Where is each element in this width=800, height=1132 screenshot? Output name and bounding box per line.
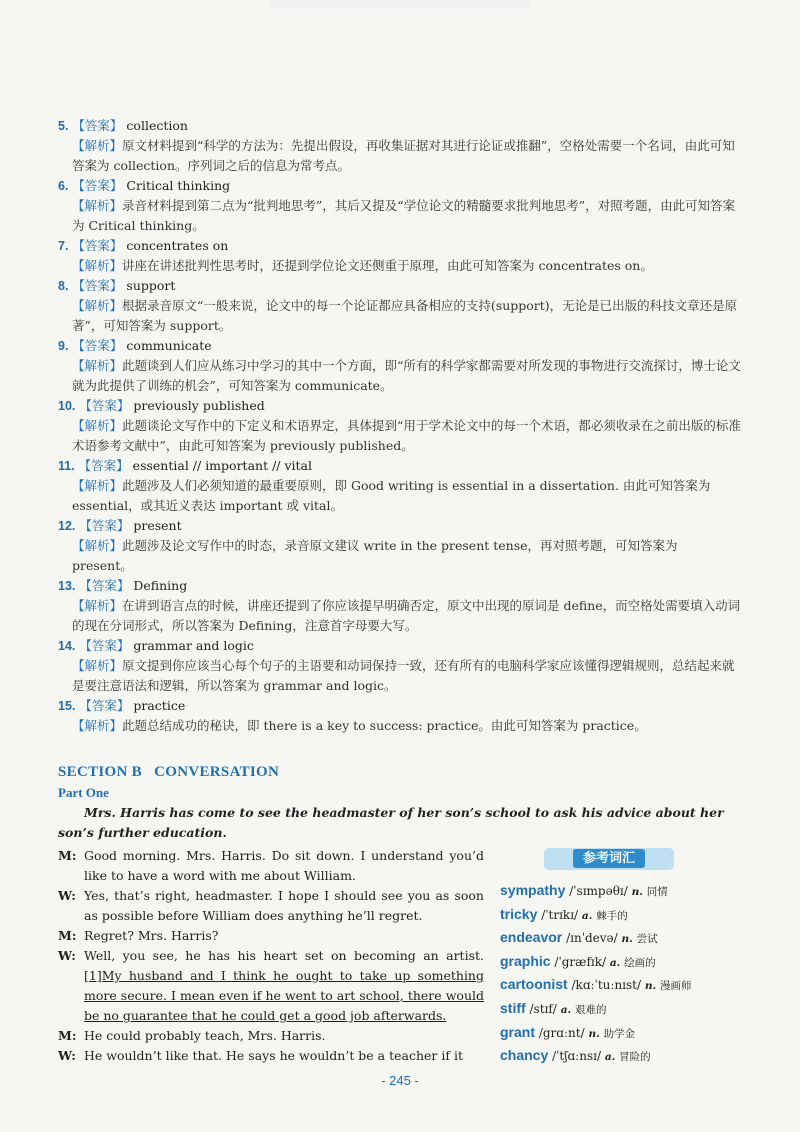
- explanation-text: 根据录音原文“一般来说，论文中的每一个论证都应具备相应的支持(support)，无论是已出版的科技文章还是原著”，可知答案为 support。: [72, 298, 738, 333]
- answer-tag: 【答案】: [72, 178, 123, 193]
- explanation-tag: 【解析】: [72, 598, 123, 613]
- conversation-transcript: [58, 846, 484, 1066]
- item-number: 14.: [58, 639, 76, 653]
- utterance: He wouldn’t like that. He says he wouldn’t be a teacher if it: [84, 1048, 463, 1063]
- item-number: 10.: [58, 399, 76, 413]
- vocab-phonetic: /ˈgræfɪk/: [554, 954, 607, 969]
- answer-tag: 【答案】: [72, 338, 123, 353]
- vocab-phonetic: /kɑːˈtuːnɪst/: [571, 978, 642, 993]
- answer-tag: 【答案】: [72, 278, 123, 293]
- explanation-text: 此题谈论文写作中的下定义和术语界定，具体提到“用于学术论文中的每一个术语，都必须收录在之前出版的标准术语参考文献中”，由此可知答案为 previously published。: [72, 418, 741, 453]
- item-number: 8.: [58, 279, 69, 293]
- explanation-tag: 【解析】: [72, 658, 123, 673]
- vocab-pos: n.: [644, 980, 657, 993]
- answer-key: [58, 116, 742, 736]
- answer-item-8: [58, 276, 742, 336]
- answer-text: concentrates on: [126, 238, 229, 253]
- answer-text: grammar and logic: [133, 638, 254, 653]
- speaker-label: W:: [58, 948, 76, 963]
- vocab-word: chancy: [500, 1047, 549, 1064]
- page-number: - 245 -: [381, 1073, 419, 1088]
- vocab-gloss: 艰难的: [574, 1003, 607, 1016]
- vocabulary-heading: [544, 848, 674, 870]
- utterance: Regret? Mrs. Harris?: [84, 928, 219, 943]
- dialogue-turn: [58, 946, 484, 1026]
- explanation-tag: 【解析】: [72, 358, 123, 373]
- answer-item-5: [58, 116, 742, 176]
- explanation-text: 此题涉及人们必须知道的最重要原则，即 Good writing is essential in a dissertation. 由此可知答案为 essential，或其近义表达 important 或 vital。: [72, 478, 711, 513]
- vocabulary-box: [500, 848, 742, 1069]
- answer-text: Critical thinking: [126, 178, 231, 193]
- section-b: [58, 764, 748, 843]
- vocab-gloss: 尝试: [636, 933, 658, 946]
- vocab-gloss: 冒险的: [619, 1051, 651, 1064]
- vocab-word: sympathy: [500, 882, 566, 898]
- item-number: 15.: [58, 699, 76, 713]
- vocab-gloss: 绘画的: [624, 956, 656, 969]
- dialogue-turn: [58, 926, 484, 946]
- vocab-pos: a.: [581, 909, 593, 922]
- vocab-pos: n.: [588, 1027, 600, 1040]
- vocab-gloss: 棘手的: [596, 909, 628, 922]
- explanation-text: 此题谈到人们应从练习中学习的其中一个方面，即“所有的科学家都需要对所发现的事物进行交流探讨，博士论文就为此提供了训练的机会”，可知答案为 communicate。: [72, 358, 741, 393]
- vocab-gloss: 同情: [646, 886, 668, 898]
- vocab-pos: a.: [609, 956, 621, 969]
- explanation-tag: 【解析】: [72, 198, 123, 213]
- speaker-label: W:: [58, 888, 76, 903]
- vocab-phonetic: /ˈtrɪkɪ/: [541, 907, 579, 922]
- vocab-entry: [500, 1022, 742, 1046]
- vocab-gloss: 漫画师: [660, 980, 692, 993]
- answer-item-15: [58, 696, 742, 736]
- vocab-entry: [500, 951, 742, 975]
- vocab-entry: [500, 904, 742, 928]
- vocab-entry: [500, 1045, 742, 1069]
- vocab-pos: n.: [621, 933, 633, 946]
- item-number: 5.: [58, 119, 69, 133]
- utterance: Yes, that’s right, headmaster. I hope I should see you as soon as possible before William does anything he’ll regret.: [84, 888, 484, 923]
- vocab-pos: a.: [604, 1051, 616, 1064]
- vocab-entry: [500, 927, 742, 951]
- answer-item-7: [58, 236, 742, 276]
- answer-item-9: [58, 336, 742, 396]
- answer-tag: 【答案】: [79, 698, 130, 713]
- part-title: Part One: [58, 785, 109, 800]
- answer-item-13: [58, 576, 742, 636]
- vocab-entry: [500, 880, 742, 904]
- utterance: [84, 946, 484, 1026]
- vocab-phonetic: /ˈsɪmpəθɪ/: [569, 884, 628, 898]
- explanation-tag: 【解析】: [72, 258, 123, 273]
- scenario-intro: Mrs. Harris has come to see the headmaster of her son’s school to ask his advice about her son’s further education.: [58, 805, 724, 840]
- utterance: He could probably teach, Mrs. Harris.: [84, 1028, 326, 1043]
- utterance-plain: Well, you see, he has his heart set on becoming an artist.: [84, 948, 484, 963]
- vocab-word: endeavor: [500, 929, 563, 946]
- vocab-phonetic: /grɑːnt/: [538, 1025, 585, 1040]
- answer-text: support: [126, 278, 176, 293]
- answer-text: essential // important // vital: [132, 458, 312, 473]
- vocab-word: cartoonist: [500, 976, 568, 993]
- answer-item-12: [58, 516, 742, 576]
- underlined-key-sentence: [1]My husband and I think he ought to take up something more secure. I mean even if he went to art school, there would be no guarantee that he could get a good job afterwards.: [84, 968, 484, 1023]
- answer-text: present: [133, 518, 182, 533]
- item-number: 9.: [58, 339, 69, 353]
- vocab-phonetic: /stɪf/: [529, 1001, 557, 1016]
- explanation-tag: 【解析】: [72, 718, 123, 733]
- answer-text: collection: [126, 118, 188, 133]
- answer-text: Defining: [133, 578, 188, 593]
- speaker-label: M:: [58, 1028, 77, 1043]
- answer-tag: 【答案】: [78, 458, 129, 473]
- vocabulary-list: [500, 880, 742, 1069]
- vocab-word: tricky: [500, 905, 538, 922]
- item-number: 12.: [58, 519, 76, 533]
- item-number: 11.: [58, 459, 75, 473]
- item-number: 7.: [58, 239, 69, 253]
- answer-tag: 【答案】: [79, 638, 130, 653]
- answer-tag: 【答案】: [79, 398, 130, 413]
- explanation-tag: 【解析】: [72, 298, 123, 313]
- speaker-label: M:: [58, 928, 77, 943]
- explanation-text: 原文材料提到“科学的方法为：先提出假设，再收集证据对其进行论证或推翻”，空格处需要一个名词，由此可知答案为 collection。序列词之后的信息为常考点。: [72, 138, 735, 173]
- vocab-pos: n.: [631, 886, 643, 898]
- vocab-word: grant: [500, 1023, 535, 1040]
- vocab-entry: [500, 998, 742, 1022]
- vocab-entry: [500, 974, 742, 998]
- dialogue-turn: [58, 1046, 484, 1066]
- dialogue-turn: [58, 846, 484, 886]
- item-number: 6.: [58, 179, 69, 193]
- vocab-gloss: 助学金: [603, 1027, 636, 1040]
- item-number: 13.: [58, 579, 76, 593]
- explanation-text: 原文提到你应该当心每个句子的主语要和动词保持一致，还有所有的电脑科学家应该懂得逻辑规则，总结起来就是要注意语法和逻辑，所以答案为 grammar and logic。: [72, 658, 735, 693]
- answer-item-10: [58, 396, 742, 456]
- explanation-tag: 【解析】: [72, 478, 123, 493]
- dialogue-turn: [58, 1026, 484, 1046]
- answer-tag: 【答案】: [79, 518, 130, 533]
- answer-item-6: [58, 176, 742, 236]
- answer-tag: 【答案】: [72, 238, 123, 253]
- vocab-pos: a.: [560, 1003, 572, 1016]
- vocab-phonetic: /ɪnˈdevə/: [566, 931, 618, 946]
- answer-item-11: [58, 456, 742, 516]
- explanation-text: 在讲到语言点的时候，讲座还提到了你应该提早明确否定，原文中出现的原词是 define，而空格处需要填入动词的现在分词形式，所以答案为 Defining，注意首字母要大写。: [72, 598, 741, 633]
- explanation-tag: 【解析】: [72, 538, 123, 553]
- explanation-tag: 【解析】: [72, 418, 123, 433]
- vocab-phonetic: /ˈtʃɑːnsɪ/: [552, 1049, 601, 1064]
- section-title: SECTION B CONVERSATION: [58, 764, 280, 780]
- answer-text: previously published: [133, 398, 265, 413]
- dialogue-turn: [58, 886, 484, 926]
- explanation-text: 录音材料提到第二点为“批判地思考”，其后又提及“学位论文的精髓要求批判地思考”，对照考题，由此可知答案为 Critical thinking。: [72, 198, 736, 233]
- speaker-label: W:: [58, 1048, 76, 1063]
- scan-artifact: [270, 0, 530, 18]
- speaker-label: M:: [58, 848, 77, 863]
- vocab-word: graphic: [500, 952, 551, 969]
- explanation-text: 此题涉及论文写作中的时态，录音原文建议 write in the present tense，再对照考题，可知答案为 present。: [72, 538, 678, 573]
- answer-text: practice: [133, 698, 186, 713]
- utterance: Good morning. Mrs. Harris. Do sit down. I understand you’d like to have a word with me about William.: [84, 848, 484, 883]
- vocabulary-heading-text: 参考词汇: [573, 849, 645, 868]
- explanation-text: 此题总结成功的秘诀，即 there is a key to success: practice。由此可知答案为 practice。: [122, 718, 647, 733]
- answer-item-14: [58, 636, 742, 696]
- answer-tag: 【答案】: [79, 578, 130, 593]
- explanation-text: 讲座在讲述批判性思考时，还提到学位论文还侧重于原理，由此可知答案为 concentrates on。: [122, 258, 653, 273]
- answer-text: communicate: [126, 338, 212, 353]
- explanation-tag: 【解析】: [72, 138, 123, 153]
- answer-tag: 【答案】: [72, 118, 123, 133]
- vocab-word: stiff: [500, 999, 526, 1016]
